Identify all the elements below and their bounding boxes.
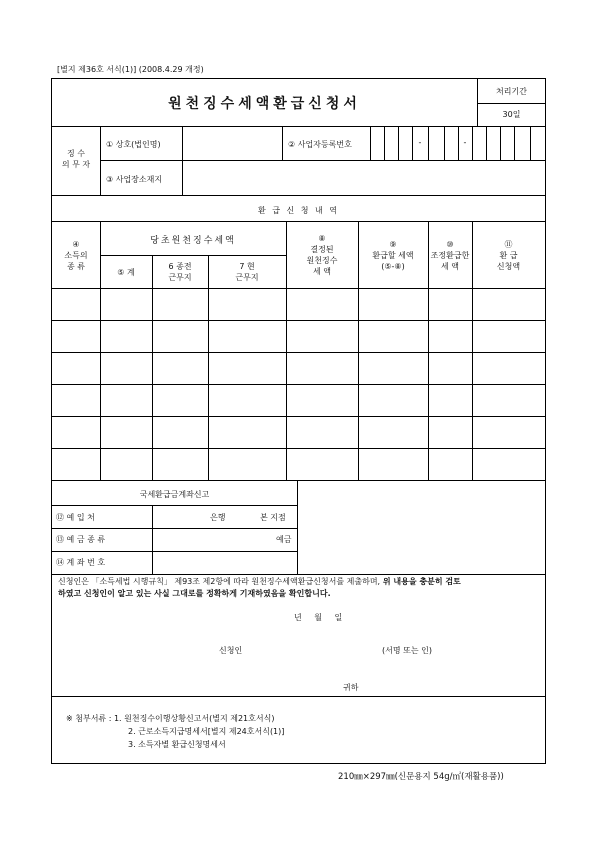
previous-workplace-header: 6 종전 근무지 — [168, 262, 192, 282]
table-cell[interactable] — [359, 449, 427, 479]
company-name-field[interactable] — [183, 127, 281, 160]
applicant-label: 신청인 — [219, 646, 243, 655]
table-cell[interactable] — [209, 385, 285, 415]
refundable-tax-header: ⑨ 환급할 세액 (⑤-⑧) — [372, 240, 414, 271]
form-title: 원천징수세액환급신청서 — [168, 96, 361, 112]
applicant-name-field[interactable] — [252, 639, 377, 655]
table-cell[interactable] — [101, 417, 151, 447]
refund-request-header: ⑪ 환 급 신청액 — [496, 240, 521, 271]
business-regno-field[interactable] — [371, 127, 545, 160]
divider — [52, 696, 545, 697]
table-cell[interactable] — [153, 385, 207, 415]
table-cell[interactable] — [429, 289, 471, 319]
table-cell[interactable] — [101, 289, 151, 319]
bank-account-title: 국세환급금계좌신고 — [139, 490, 210, 499]
table-cell[interactable] — [209, 449, 285, 479]
table-cell[interactable] — [473, 353, 544, 383]
divider — [100, 255, 286, 256]
table-cell[interactable] — [101, 385, 151, 415]
table-cell[interactable] — [429, 385, 471, 415]
paper-spec-note: 210㎜×297㎜(신문용지 54g/㎡(재활용품)) — [338, 772, 504, 782]
deposit-type-field[interactable] — [153, 529, 296, 550]
declaration-text: 신청인은 「소득세법 시행규칙」 제93조 제2항에 따라 원천징수세액환급신청서를 제출하며, 위 내용을 충분히 검토 하였고 신청인이 알고 있는 사실 그대로를 정확하게 기재하였음을 확인합니다. — [58, 577, 461, 598]
table-cell[interactable] — [53, 385, 99, 415]
table-cell[interactable] — [209, 321, 285, 351]
regno-dash: - — [463, 138, 467, 147]
bank-suffix: 은행 — [210, 513, 226, 522]
account-number-field[interactable] — [153, 552, 296, 573]
withholder-section-label: 징 수 의 무 자 — [61, 149, 91, 169]
table-cell[interactable] — [209, 417, 285, 447]
determined-tax-header: ⑧ 결정된 원천징수 세 액 — [306, 234, 338, 276]
table-cell[interactable] — [53, 449, 99, 479]
processing-period-value: 30일 — [502, 110, 521, 119]
table-cell[interactable] — [429, 353, 471, 383]
table-cell[interactable] — [473, 385, 544, 415]
table-cell[interactable] — [153, 321, 207, 351]
table-cell[interactable] — [429, 321, 471, 351]
deposit-suffix: 예금 — [276, 535, 292, 544]
deposit-type-label: ⑬ 예 금 종 류 — [56, 535, 106, 544]
divider — [477, 103, 546, 104]
signature-label: (서명 또는 인) — [382, 646, 432, 655]
table-cell[interactable] — [359, 417, 427, 447]
table-cell[interactable] — [429, 417, 471, 447]
account-number-label: ⑭ 계 좌 번 호 — [56, 558, 106, 567]
table-cell[interactable] — [473, 417, 544, 447]
initial-withholding-header: 당초원천징수세액 — [150, 236, 236, 246]
attachments-label: ※ 첨부서류 : 1. 원천징수이행상황신고서(별지 제21호서식) — [66, 714, 275, 723]
total-header: ⑤ 계 — [117, 268, 135, 277]
branch-suffix: 본 지점 — [260, 513, 286, 522]
adjusted-refund-header: ⑩ 조정환급한 세 액 — [430, 240, 470, 271]
divider — [52, 480, 545, 481]
table-cell[interactable] — [429, 449, 471, 479]
table-cell[interactable] — [287, 353, 357, 383]
table-cell[interactable] — [359, 321, 427, 351]
attachment-item-3: 3. 소득자별 환급신청명세서 — [128, 740, 226, 749]
table-cell[interactable] — [101, 449, 151, 479]
divider — [52, 574, 545, 575]
table-cell[interactable] — [101, 353, 151, 383]
table-cell[interactable] — [153, 417, 207, 447]
table-cell[interactable] — [153, 289, 207, 319]
business-address-label: ③ 사업장소재지 — [106, 175, 163, 184]
table-cell[interactable] — [287, 289, 357, 319]
regno-dash: - — [418, 138, 422, 147]
table-cell[interactable] — [287, 321, 357, 351]
business-regno-label: ② 사업자등록번호 — [288, 140, 352, 149]
table-cell[interactable] — [53, 353, 99, 383]
refund-section-title: 환 급 신 청 내 역 — [257, 206, 340, 215]
table-cell[interactable] — [473, 289, 544, 319]
table-cell[interactable] — [53, 321, 99, 351]
processing-period-label: 처리기간 — [496, 87, 527, 96]
depository-label: ⑫ 예 입 처 — [56, 513, 95, 522]
table-cell[interactable] — [473, 321, 544, 351]
table-cell[interactable] — [287, 449, 357, 479]
table-cell[interactable] — [287, 417, 357, 447]
table-cell[interactable] — [473, 449, 544, 479]
table-cell[interactable] — [53, 417, 99, 447]
table-cell[interactable] — [359, 289, 427, 319]
table-cell[interactable] — [209, 353, 285, 383]
table-cell[interactable] — [359, 385, 427, 415]
income-type-header: ④ 소득의 종 류 — [64, 240, 88, 271]
table-cell[interactable] — [101, 321, 151, 351]
table-cell[interactable] — [153, 449, 207, 479]
divider — [282, 126, 283, 160]
company-name-label: ① 상호(법인명) — [106, 140, 161, 149]
table-cell[interactable] — [53, 289, 99, 319]
divider — [52, 195, 545, 196]
form-reference-note: [별지 제36호 서식(1)] (2008.4.29 개정) — [57, 65, 204, 74]
current-workplace-header: 7 현 근무지 — [235, 262, 259, 282]
divider — [297, 481, 298, 574]
refund-application-form — [51, 78, 546, 764]
table-cell[interactable] — [287, 385, 357, 415]
table-cell[interactable] — [153, 353, 207, 383]
date-line: 년 월 일 — [294, 613, 343, 622]
table-cell[interactable] — [359, 353, 427, 383]
attachment-item-2: 2. 근로소득지급명세서[별지 제24호서식(1)] — [128, 727, 285, 736]
business-address-field[interactable] — [183, 161, 545, 194]
addressee-label: 귀하 — [343, 683, 359, 692]
table-cell[interactable] — [209, 289, 285, 319]
